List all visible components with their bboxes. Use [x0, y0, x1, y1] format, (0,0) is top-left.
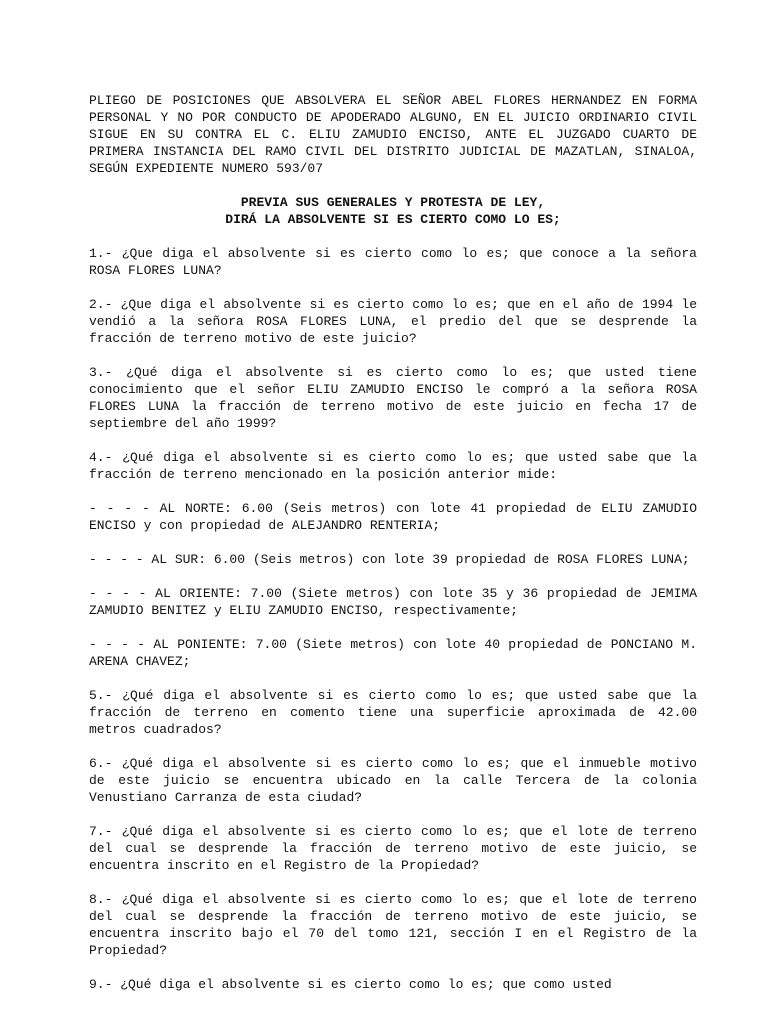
document-header: PLIEGO DE POSICIONES QUE ABSOLVERA EL SEÑOR ABEL FLORES HERNANDEZ EN FORMA PERSONAL Y NO POR CONDUCTO DE APODERADO ALGUNO, EN EL JUICIO ORDINARIO CIVIL SIGUE EN SU CONTRA EL C. ELIU ZAMUDIO ENCISO, ANTE EL JUZGADO CUARTO DE PRIMERA INSTANCIA DEL RAMO CIVIL DEL DISTRITO JUDICIAL DE MAZATLAN, SINALOA, SEGÚN EXPEDIENTE NUMERO 593/07	[89, 93, 697, 176]
protest-subheading	[89, 194, 697, 228]
position-1: 1.- ¿Que diga el absolvente si es cierto como lo es; que conoce a la señora ROSA FLORES LUNA?	[89, 246, 697, 278]
subheading-line-2: DIRÁ LA ABSOLVENTE SI ES CIERTO COMO LO ES;	[225, 212, 561, 227]
boundary-west: - - - - AL PONIENTE: 7.00 (Siete metros) con lote 40 propiedad de PONCIANO M. ARENA CHAVEZ;	[89, 637, 697, 669]
position-6: 6.- ¿Qué diga el absolvente si es cierto como lo es; que el inmueble motivo de este juicio se encuentra ubicado en la calle Tercera de la colonia Venustiano Carranza de esta ciudad?	[89, 756, 697, 805]
position-5: 5.- ¿Qué diga el absolvente si es cierto como lo es; que usted sabe que la fracción de terreno en comento tiene una superficie aproximada de 42.00 metros cuadrados?	[89, 688, 697, 737]
boundary-north: - - - - AL NORTE: 6.00 (Seis metros) con lote 41 propiedad de ELIU ZAMUDIO ENCISO y con propiedad de ALEJANDRO RENTERIA;	[89, 501, 697, 533]
position-4: 4.- ¿Qué diga el absolvente si es cierto como lo es; que usted sabe que la fracción de terreno mencionado en la posición anterior mide:	[89, 450, 697, 482]
position-3: 3.- ¿Qué diga el absolvente si es cierto como lo es; que usted tiene conocimiento que el señor ELIU ZAMUDIO ENCISO le compró a la señora ROSA FLORES LUNA la fracción de terreno motivo de este juicio en fecha 17 de septiembre del año 1999?	[89, 365, 697, 431]
position-8: 8.- ¿Qué diga el absolvente si es cierto como lo es; que el lote de terreno del cual se desprende la fracción de terreno motivo de este juicio, se encuentra inscrito bajo el 70 del tomo 121, sección I en el Registro de la Propiedad?	[89, 892, 697, 958]
boundary-south: - - - - AL SUR: 6.00 (Seis metros) con lote 39 propiedad de ROSA FLORES LUNA;	[89, 552, 690, 567]
boundary-east: - - - - AL ORIENTE: 7.00 (Siete metros) con lote 35 y 36 propiedad de JEMIMA ZAMUDIO BENITEZ y ELIU ZAMUDIO ENCISO, respectivamente;	[89, 586, 697, 618]
subheading-line-1: PREVIA SUS GENERALES Y PROTESTA DE LEY,	[240, 195, 546, 210]
position-7: 7.- ¿Qué diga el absolvente si es cierto como lo es; que el lote de terreno del cual se desprende la fracción de terreno motivo de este juicio, se encuentra inscrito en el Registro de la Propiedad?	[89, 824, 697, 873]
position-2: 2.- ¿Que diga el absolvente si es cierto como lo es; que en el año de 1994 le vendió a la señora ROSA FLORES LUNA, el predio del que se desprende la fracción de terreno motivo de este juicio?	[89, 297, 697, 346]
document-page	[89, 92, 697, 1010]
position-9: 9.- ¿Qué diga el absolvente si es cierto como lo es; que como usted	[89, 977, 612, 992]
